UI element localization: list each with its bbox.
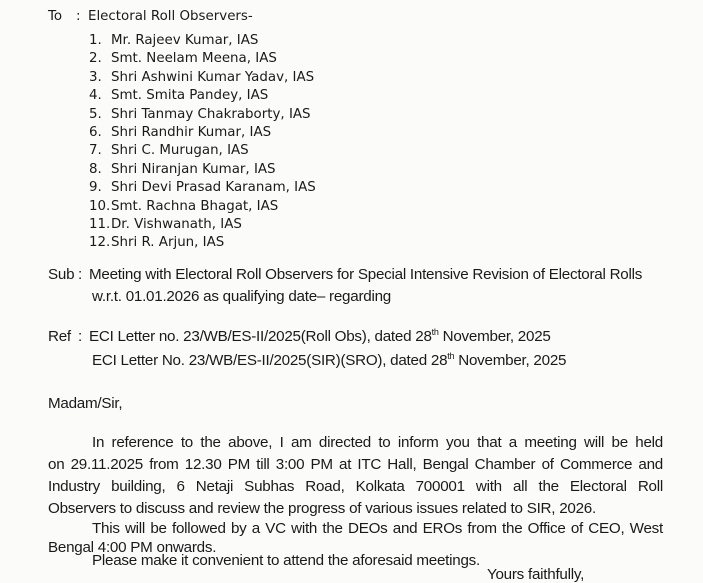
closing: Yours faithfully,: [487, 566, 585, 583]
observer-name: Smt. Rachna Bhagat, IAS: [111, 198, 279, 214]
subject-line-2: w.r.t. 01.01.2026 as qualifying date– regarding: [92, 288, 391, 305]
observer-number: 3.: [89, 69, 102, 85]
reference-item: [92, 352, 566, 369]
to-heading: Electoral Roll Observers-: [88, 9, 253, 24]
observer-name: Dr. Vishwanath, IAS: [111, 216, 242, 232]
reference-text: ECI Letter no. 23/WB/ES-II/2025(Roll Obs), dated 28: [89, 328, 432, 345]
reference-ordinal: th: [431, 327, 439, 337]
body-paragraph-1-line: In reference to the above, I am directed to inform you that a meeting will be held: [92, 434, 663, 451]
body-paragraph-1-line: Observers to discuss and review the progress of various issues related to SIR, 2026.: [48, 500, 596, 517]
reference-label: Ref: [48, 328, 71, 345]
observer-number: 10.: [89, 198, 111, 214]
reference-text: November, 2025: [438, 328, 551, 345]
observer-number: 11.: [89, 216, 111, 232]
observer-name: Smt. Smita Pandey, IAS: [111, 88, 269, 104]
salutation: Madam/Sir,: [48, 395, 123, 412]
observer-name: Shri Randhir Kumar, IAS: [111, 124, 272, 140]
body-paragraph-3: Please make it convenient to attend the aforesaid meetings.: [92, 552, 480, 569]
reference-text: November, 2025: [454, 352, 567, 369]
observer-name: Shri Ashwini Kumar Yadav, IAS: [111, 69, 315, 85]
observer-name: Shri Devi Prasad Karanam, IAS: [111, 180, 316, 196]
observer-item: [89, 124, 316, 142]
reference-item: [89, 328, 551, 345]
observer-item: [89, 198, 316, 216]
observer-list: [89, 32, 316, 253]
reference-ordinal: th: [447, 351, 455, 361]
observer-number: 5.: [89, 106, 102, 122]
subject-label: Sub: [48, 266, 75, 283]
observer-name: Mr. Rajeev Kumar, IAS: [111, 33, 259, 48]
observer-name: Shri C. Murugan, IAS: [111, 143, 249, 159]
observer-item: [89, 234, 316, 252]
observer-item: [89, 142, 316, 160]
reference-text: ECI Letter No. 23/WB/ES-II/2025(SIR)(SRO), dated 28: [92, 352, 448, 369]
observer-item: [89, 69, 316, 87]
observer-number: 4.: [89, 88, 102, 104]
to-colon: :: [76, 9, 81, 24]
body-paragraph-2-line: This will be followed by a VC with the DEOs and EROs from the Office of CEO, West: [92, 520, 663, 537]
reference-colon: :: [78, 328, 82, 345]
observer-item: [89, 161, 316, 179]
observer-item: [89, 87, 316, 105]
subject-line-1: Meeting with Electoral Roll Observers for Special Intensive Revision of Electoral Rolls: [89, 266, 643, 283]
observer-number: 9.: [89, 180, 102, 196]
observer-number: 7.: [89, 143, 102, 159]
subject-colon: :: [78, 266, 82, 283]
observer-number: 6.: [89, 124, 102, 140]
observer-item: [89, 106, 316, 124]
observer-number: 2.: [89, 51, 102, 67]
observer-number: 12.: [89, 235, 111, 251]
to-label: To: [48, 9, 63, 24]
observer-item: [89, 32, 316, 50]
observer-item: [89, 216, 316, 234]
body-paragraph-2-line: Bengal 4:00 PM onwards.: [48, 539, 217, 556]
observer-item: [89, 50, 316, 68]
observer-number: 1.: [89, 33, 102, 48]
observer-number: 8.: [89, 161, 102, 177]
observer-name: Shri R. Arjun, IAS: [111, 235, 225, 251]
body-paragraph-1-line: Industry building, 6 Netaji Subhas Road, Kolkata 700001 with all the Electoral Roll: [48, 478, 663, 495]
observer-name: Smt. Neelam Meena, IAS: [111, 51, 277, 67]
body-paragraph-1-line: on 29.11.2025 from 12.30 PM till 3:00 PM at ITC Hall, Bengal Chamber of Commerce and: [48, 456, 663, 473]
observer-name: Shri Niranjan Kumar, IAS: [111, 161, 276, 177]
observer-item: [89, 179, 316, 197]
observer-name: Shri Tanmay Chakraborty, IAS: [111, 106, 311, 122]
